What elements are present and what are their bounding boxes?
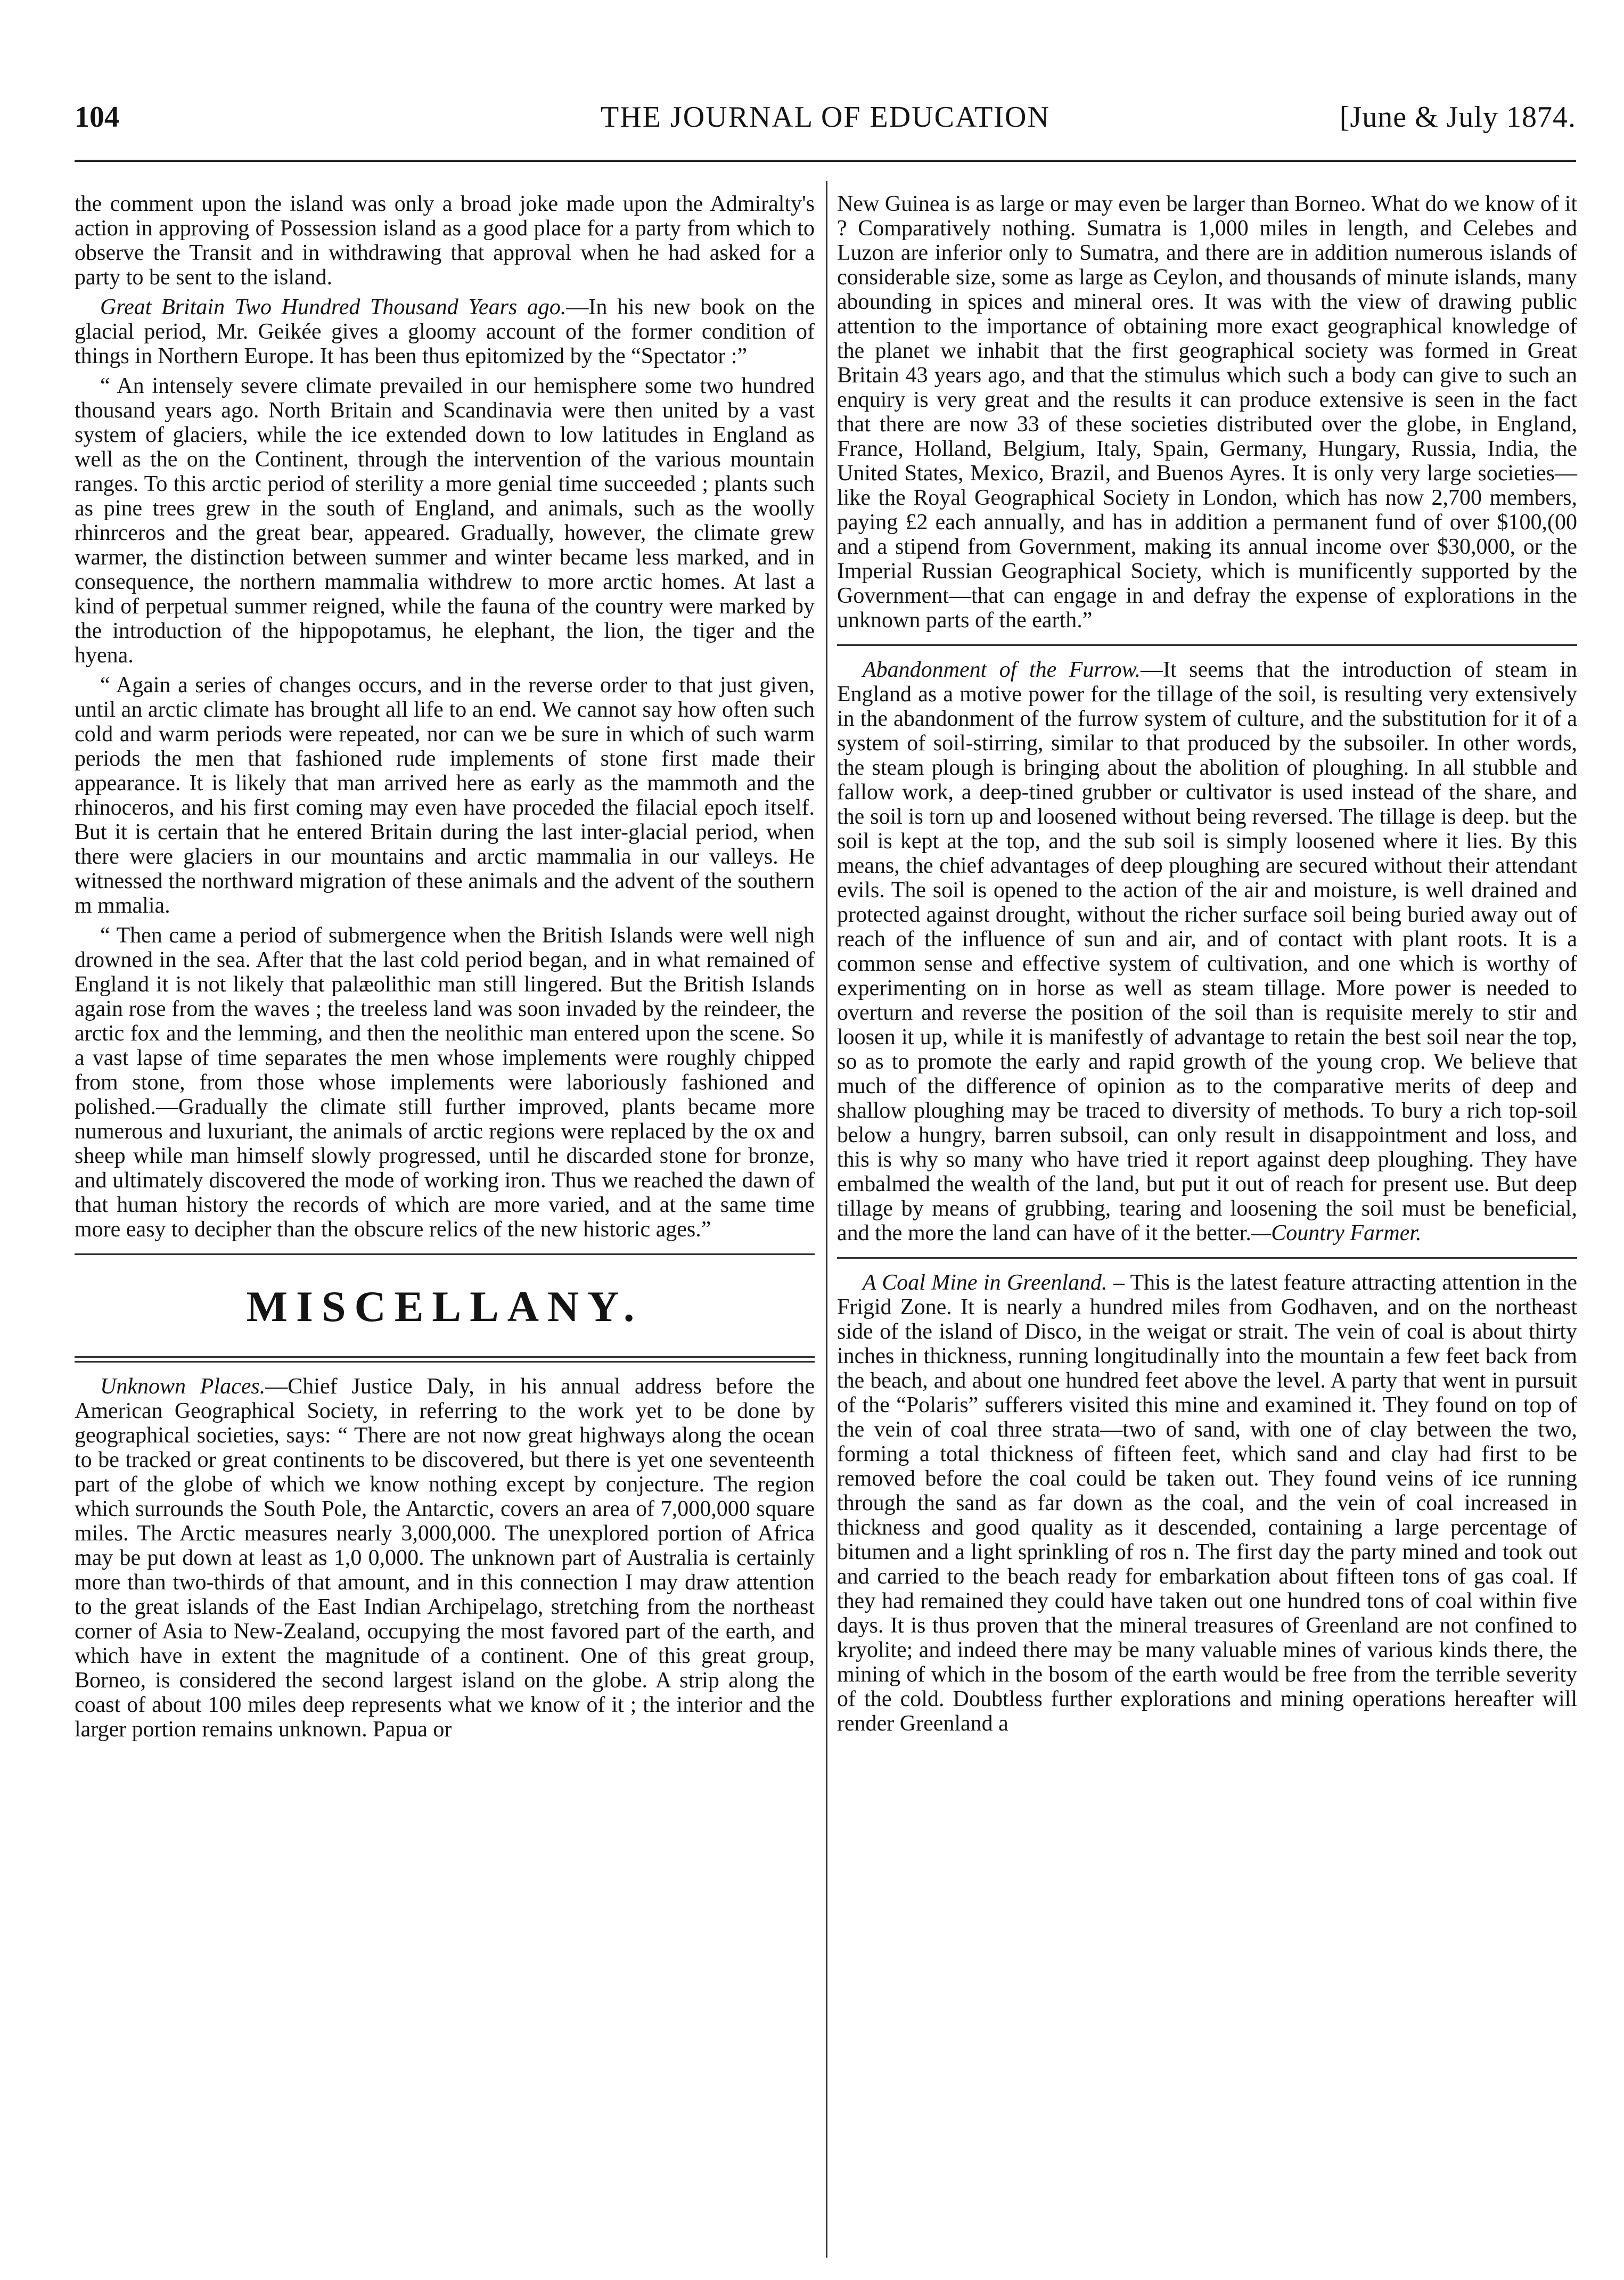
article-body: —Chief Justice Daly, in his annual address before the American Geographical Society, in referring to the work yet to be done by geographical societies, says: “ There are not now great highways along the ocean to be tracked or great continents to be discovered, but there is yet one seventeenth part of the globe of which we know nothing except by conjecture. The region which surrounds the South Pole, the Antarctic, covers an area of 7,000,000 square miles. The Arctic measures nearly 3,000,000. The unexplored portion of Africa may be put down at least as 1,0 0,000. The unknown part of Australia is certainly more than two-thirds of that amount, and in this connection I may draw attention to the great islands of the East Indian Archipelago, stretching from the northeast corner of Asia to New-Zealand, occupying the most favored part of the earth, and which have in extent the magnitude of a continent. One of this great group, Borneo, is considered the second largest island on the globe. A strip along the coast of about 100 miles deep represents what we know of it ; the interior and the larger portion remains unknown. Papua or: [75, 1374, 815, 1742]
article-unknown-places: [75, 1374, 815, 1742]
right-column: [837, 192, 1577, 1741]
page-number: 104: [75, 101, 119, 134]
continued-paragraph: New Guinea is as large or may even be larger than Borneo. What do we know of it ? Comparatively nothing. Sumatra is 1,000 miles in length, and Celebes and Luzon are inferior only to Sumatra, and there are in addition numerous islands of considerable size, some as large as Ceylon, and thousands of minute islands, many abounding in spices and mineral ores. It was with the view of drawing public attention to the importance of obtaining more exact geographical knowledge of the planet we inhabit that the first geographical society was formed in Great Britain 43 years ago, and that the stimulus which such a body can give to such an enquiry is very great and the results it can produce extensive is seen in the fact that there are now 33 of these societies distributed over the globe, in England, France, Holland, Belgium, Italy, Spain, Germany, Hungary, Russia, India, the United States, Mexico, Brazil, and Buenos Ayres. It is only very large societies—like the Royal Geographical Society in London, which has now 2,700 members, paying £2 each annually, and has in addition a permanent fund of over $100,(00 and a stipend from Government, making its annual income over $30,000, or the Imperial Russian Geographical Society, which is munificently supported by the Government—that can engage in and defray the expense of explorations in the unknown parts of the earth.”: [837, 192, 1577, 633]
quote-paragraph: “ Then came a period of submergence when the British Islands were well nigh drowned in the sea. After that the last cold period began, and in what remained of England it is not likely that palæolithic man still lingered. But the British Islands again rose from the waves ; the treeless land was soon invaded by the reindeer, the arctic fox and the lemming, and then the neolithic man entered upon the scene. So a vast lapse of time separates the men whose implements were roughly chipped from stone, from those whose implements were laboriously fashioned and polished.—Gradually the climate still further improved, plants became more numerous and luxuriant, the animals of arctic regions were replaced by the ox and sheep while man himself slowly progressed, until he discarded stone for bronze, and ultimately discovered the mode of working iron. Thus we reached the dawn of that human history the records of which are more varied, and at the same time more easy to decipher than the obscure relics of the new historic ages.”: [75, 923, 815, 1242]
issue-date: [June & July 1874.: [1339, 101, 1576, 134]
quote-paragraph: “ An intensely severe climate prevailed in our hemisphere some two hundred thousand years ago. North Britain and Scandinavia were then united by a vast system of glaciers, while the ice extended down to low latitudes in England as well as the on the Continent, through the intervention of the various mountain ranges. To this arctic period of sterility a more genial time succeeded ; plants such as pine trees grew in the south of England, and animals, such as the woolly rhinrceros and the great bear, appeared. Gradually, however, the climate grew warmer, the distinction between summer and winter became less marked, and in consequence, the northern mammalia withdrew to more arctic homes. At last a kind of perpetual summer reigned, while the fauna of the country were marked by the introduction of the hippopotamus, he elephant, the lion, the tiger and the hyena.: [75, 374, 815, 668]
section-heading: MISCELLANY.: [246, 1282, 643, 1331]
article-divider: [837, 1257, 1577, 1259]
quote-paragraph: “ Again a series of changes occurs, and in the reverse order to that just given, until an arctic climate has brought all life to an end. We cannot say how often such cold and warm periods were repeated, nor can we be sure in which of such warm periods the men that fashioned rude implements of stone first made their appearance. It is likely that man arrived here as early as the mammoth and the rhinoceros, and his first coming may even have proceded the filacial epoch itself. But it is certain that he entered Britain during the last inter-glacial period, when there were glaciers in our mountains and arctic mammalia in our valleys. He witnessed the northward migration of these animals and the advent of the southern m mmalia.: [75, 673, 815, 918]
article-body: – This is the latest feature attracting attention in the Frigid Zone. It is nearly a hundred miles from Godhaven, and on the northeast side of the island of Disco, in the weigat or strait. The vein of coal is about thirty inches in thickness, running longitudinally into the mountain a few feet back from the beach, and about one hundred feet above the level. A party that went in pursuit of the “Polaris” sufferers visited this mine and examined it. They found on top of the vein of coal three strata—two of sand, with one of clay between the two, forming a total thickness of fifteen feet, which sand and clay had first to be removed before the coal could be taken out. They found veins of ice running through the sand as far down as the coal, and the vein of coal increased in thickness and good quality as it descended, containing a large percentage of bitumen and a light sprinkling of ros n. The first day the party mined and took out and carried to the beach ready for embarkation about fifteen tons of gas coal. If they had remained they could have taken out one hundred tons of coal within five days. It is thus proven that the mineral treasures of Greenland are not confined to kryolite; and indeed there may be many valuable mines of various kinds there, the mining of which in the bosom of the earth would be free from the terrible severity of the cold. Doubtless further explorations and mining operations hereafter will render Greenland a: [837, 1270, 1577, 1736]
article-coal-mine: [837, 1270, 1577, 1736]
page-header: [75, 100, 1576, 143]
section-double-rule: [75, 1356, 815, 1363]
article-title: Abandonment of the Furrow.: [863, 658, 1141, 682]
article-great-britain: [75, 295, 815, 368]
column-divider: [826, 181, 827, 2258]
article-source: —Country Farmer.: [1251, 1221, 1422, 1245]
header-rule: [75, 160, 1576, 162]
article-title: Great Britain Two Hundred Thousand Years ago.: [100, 295, 567, 319]
article-furrow: [837, 658, 1577, 1245]
article-body: —In his new book on the glacial period, Mr. Geikée gives a gloomy account of the former condition of things in Northern Europe. It has been thus epitomized by the “Spectator :”: [75, 295, 815, 368]
left-column: [75, 192, 815, 1747]
section-divider: [75, 1253, 815, 1255]
left-paragraph: the comment upon the island was only a broad joke made upon the Admiralty's action in approving of Possession island as a good place for a party from which to observe the Transit and in withdrawing that approval when he had asked for a party to be sent to the island.: [75, 192, 815, 290]
article-divider: [837, 644, 1577, 646]
article-title: Unknown Places.: [100, 1374, 266, 1399]
article-body: —It seems that the introduction of steam in England as a motive power for the tillage of the soil, is resulting very extensively in the abandonment of the furrow system of culture, and the substitution for it of a system of soil-stirring, similar to that produced by the subsoiler. In other words, the steam plough is bringing about the abolition of ploughing. In all stubble and fallow work, a deep-tined grubber or cultivator is used instead of the share, and the soil is torn up and loosened without being reversed. The tillage is deep. but the soil is kept at the top, and the sub soil is simply loosened where it lies. By this means, the chief advantages of deep ploughing are secured without their attendant evils. The soil is opened to the action of the air and moisture, is well drained and protected against drought, without the richer surface soil being buried away out of reach of the influence of sun and air, and of contact with plant roots. It is a common sense and effective system of cultivation, and one which is worthy of experimenting on in horse as well as steam tillage. More power is needed to overturn and reverse the position of the soil than is requisite merely to stir and loosen it up, while it is manifestly of advantage to retain the best soil near the top, so as to promote the early and rapid growth of the young crop. We believe that much of the difference of opinion as to the comparative merits of deep and shallow ploughing may be traced to diversity of methods. To bury a rich top-soil below a hungry, barren subsoil, can only result in disappointment and loss, and this is why so many who have tried it report against deep ploughing. They have embalmed the wealth of the land, but put it out of reach for present use. But deep tillage by means of grubbing, tearing and loosening the soil must be beneficial, and the more the land can have of it the better.: [837, 658, 1577, 1245]
journal-title: THE JOURNAL OF EDUCATION: [601, 101, 1050, 134]
article-title: A Coal Mine in Greenland.: [863, 1270, 1108, 1295]
